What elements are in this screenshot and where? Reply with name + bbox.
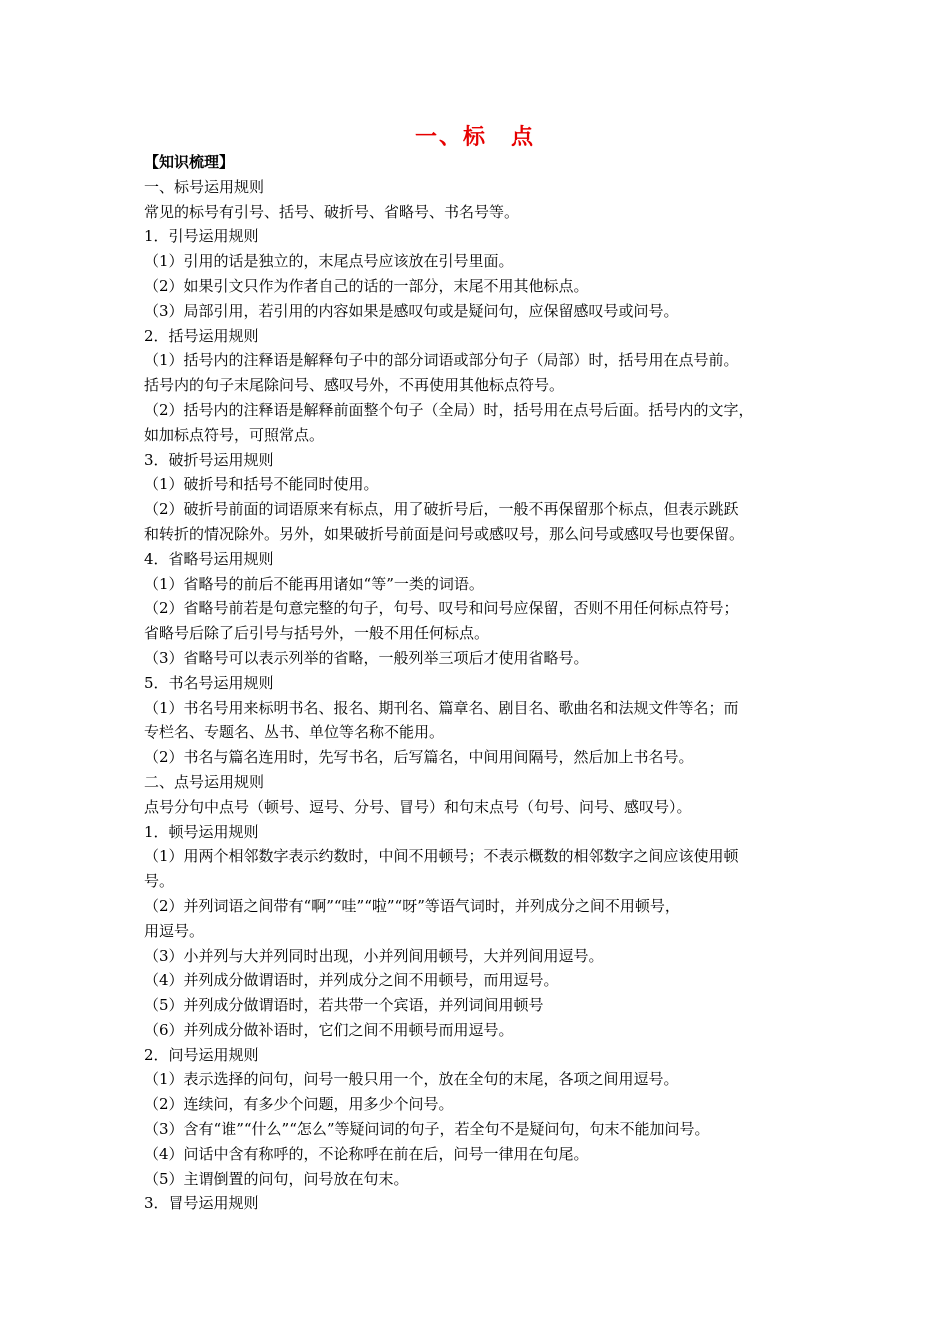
- text-line: 如加标点符号，可照常点。: [144, 425, 325, 444]
- text-line: 4．省略号运用规则: [144, 549, 274, 568]
- text-line: 和转折的情况除外。另外，如果破折号前面是问号或感叹号，那么问号或感叹号也要保留。: [144, 524, 745, 543]
- text-line: （2）破折号前面的词语原来有标点，用了破折号后，一般不再保留那个标点，但表示跳跃: [144, 500, 739, 519]
- text-line: 5．书名号运用规则: [144, 673, 274, 692]
- text-line: （1）省略号的前后不能再用诸如“等”一类的词语。: [144, 574, 484, 593]
- page-title: 一、标 点: [414, 124, 535, 150]
- text-line: （1）引用的话是独立的，末尾点号应该放在引号里面。: [144, 252, 514, 271]
- text-line: （4）问话中含有称呼的，不论称呼在前在后，问号一律用在句尾。: [144, 1144, 589, 1163]
- text-line: （6）并列成分做补语时，它们之间不用顿号而用逗号。: [144, 1020, 514, 1039]
- text-line: （1）破折号和括号不能同时使用。: [144, 475, 379, 494]
- text-line: （5）并列成分做谓语时，若共带一个宾语，并列词间用顿号: [144, 996, 544, 1015]
- text-line: 省略号后除了后引号与括号外，一般不用任何标点。: [144, 624, 490, 643]
- text-line: （1）用两个相邻数字表示约数时，中间不用顿号；不表示概数的相邻数字之间应该使用顿: [144, 847, 739, 866]
- text-line: （1）括号内的注释语是解释句子中的部分词语或部分句子（局部）时，括号用在点号前。: [144, 351, 739, 370]
- text-line: 括号内的句子末尾除问号、感叹号外，不再使用其他标点符号。: [144, 376, 565, 395]
- text-line: 3．破折号运用规则: [144, 450, 274, 469]
- text-line: （1）表示选择的问句，问号一般只用一个，放在全句的末尾，各项之间用逗号。: [144, 1070, 679, 1089]
- text-line: 3．冒号运用规则: [144, 1194, 259, 1213]
- text-line: （3）含有“谁”“什么”“怎么”等疑问词的句子，若全句不是疑问句，句末不能加问号。: [144, 1120, 710, 1139]
- text-line: （2）连续问，有多少个问题，用多少个问号。: [144, 1095, 454, 1114]
- text-line: 1．顿号运用规则: [144, 822, 259, 841]
- text-line: 2．括号运用规则: [144, 326, 259, 345]
- section-heading: 【知识梳理】: [144, 153, 235, 171]
- text-line: （2）如果引文只作为作者自己的话的一部分，末尾不用其他标点。: [144, 276, 589, 295]
- text-line: 用逗号。: [144, 921, 205, 940]
- text-line: （3）省略号可以表示列举的省略，一般列举三项后才使用省略号。: [144, 648, 589, 667]
- text-line: 点号分句中点号（顿号、逗号、分号、冒号）和句末点号（句号、问号、感叹号）。: [144, 797, 692, 816]
- text-line: 号。: [144, 872, 175, 891]
- text-line: 专栏名、专题名、丛书、单位等名称不能用。: [144, 723, 445, 742]
- text-line: （4）并列成分做谓语时，并列成分之间不用顿号，而用逗号。: [144, 971, 559, 990]
- text-line: （2）书名与篇名连用时，先写书名，后写篇名，中间用间隔号，然后加上书名号。: [144, 748, 694, 767]
- text-line: （3）小并列与大并列同时出现，小并列间用顿号，大并列间用逗号。: [144, 946, 604, 965]
- text-line: 二、点号运用规则: [144, 772, 265, 791]
- text-line: （2）并列词语之间带有“啊”“哇”“啦”“呀”等语气词时，并列成分之间不用顿号，: [144, 896, 680, 915]
- text-line: 一、标号运用规则: [144, 177, 265, 196]
- text-line: （1）书名号用来标明书名、报名、期刊名、篇章名、剧目名、歌曲名和法规文件等名；而: [144, 698, 739, 717]
- text-line: （2）括号内的注释语是解释前面整个句子（全局）时，括号用在点号后面。括号内的文字，: [144, 400, 754, 419]
- text-line: 常见的标号有引号、括号、破折号、省略号、书名号等。: [144, 202, 520, 221]
- document-body: [144, 150, 819, 1216]
- text-line: 2．问号运用规则: [144, 1045, 259, 1064]
- text-line: （2）省略号前若是句意完整的句子，句号、叹号和问号应保留，否则不用任何标点符号；: [144, 599, 739, 618]
- text-line: （5）主谓倒置的问句，问号放在句末。: [144, 1169, 409, 1188]
- text-line: 1．引号运用规则: [144, 227, 259, 246]
- text-line: （3）局部引用，若引用的内容如果是感叹句或是疑问句，应保留感叹号或问号。: [144, 301, 679, 320]
